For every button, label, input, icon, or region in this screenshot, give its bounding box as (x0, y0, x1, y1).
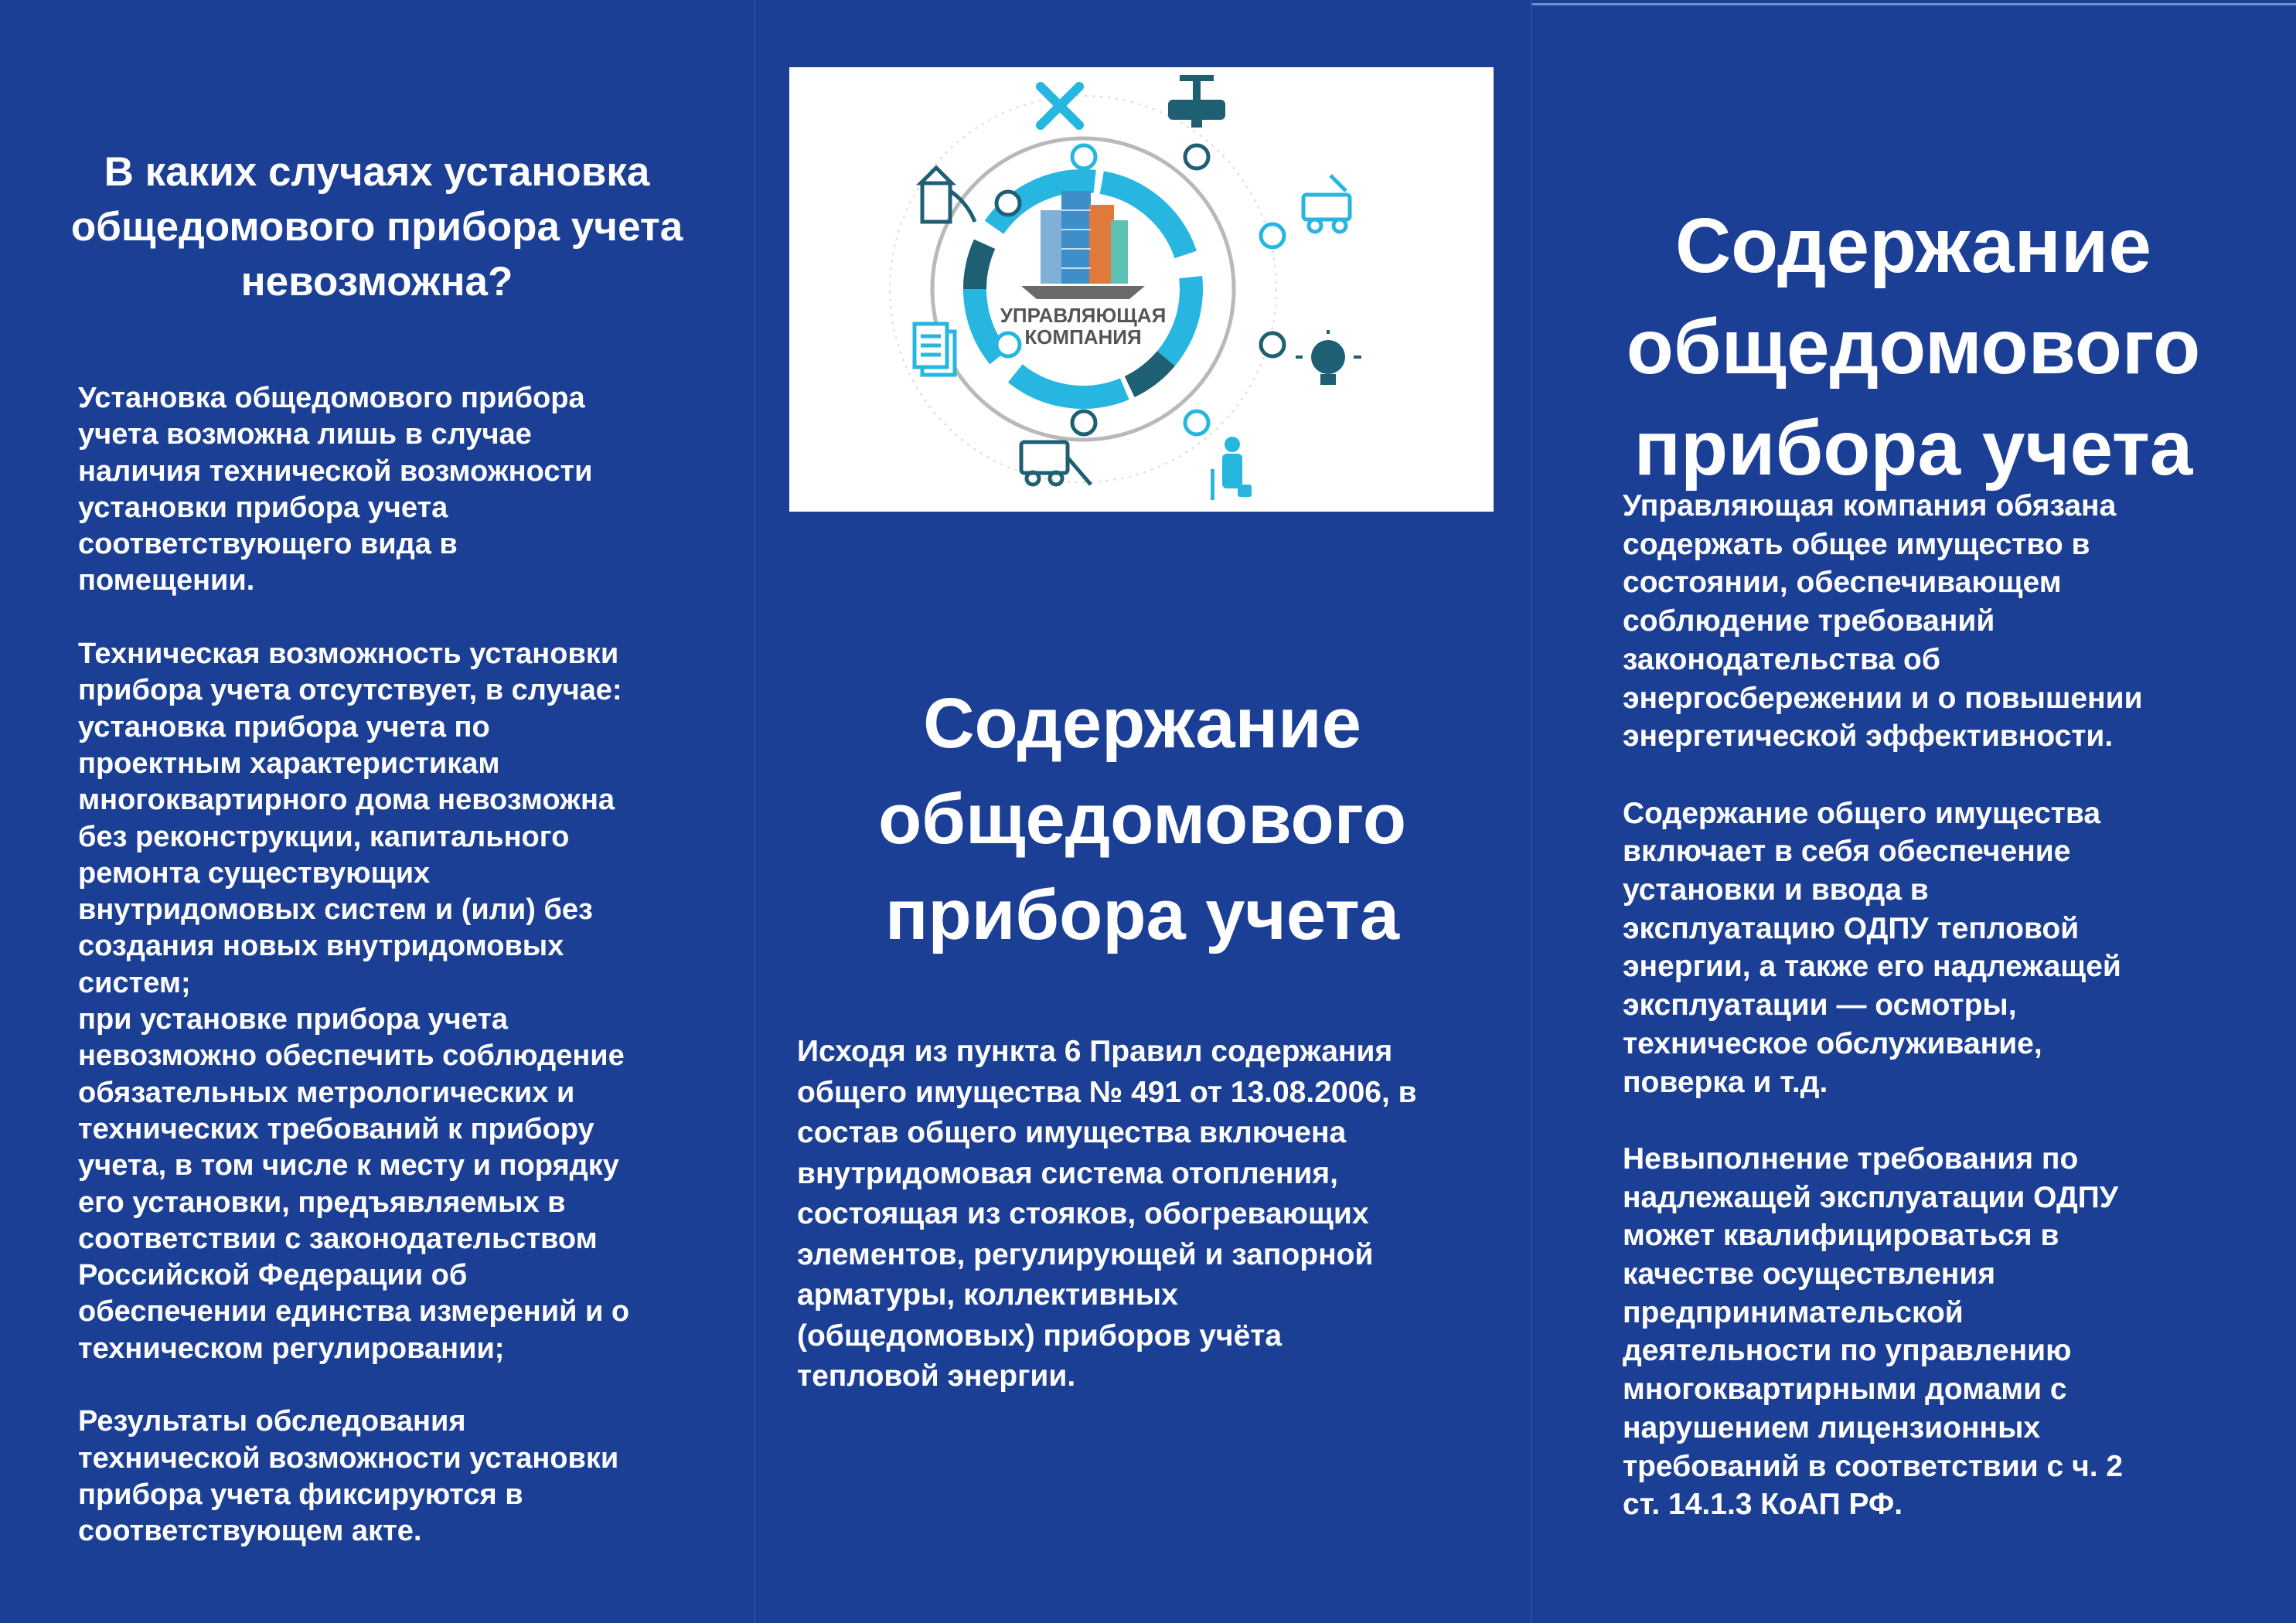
document-icon (915, 324, 955, 375)
middle-panel-title: Содержание общедомового прибора учета (877, 684, 1407, 955)
lightbulb-icon (1296, 330, 1361, 385)
snowplow-icon (1021, 442, 1091, 485)
right-panel-title: Содержание общедомового прибора учета (1626, 202, 2201, 492)
left-panel-body: Установка общедомового прибора учета возможна лишь в случае наличия технической возможности установки прибора учета соответствующего вида в помещении. Техническая возможность установки прибора учета отсутствует, в случае: установка прибора учета по проектным характеристикам многоквартирного дома невозможна без реконструкции, капитального ремонта существующих внутридомовых систем и (или) без создания новых внутридомовых систем; при установке прибора учета невозможно обеспечить соблюдение обязательных метрологических и технических требований к прибору учета, в том числе к месту и порядку его установки, предъявляемых в соответствии с законодательством Российской Федерации об обеспечении единства измерений и о техническом регулировании; Результаты обследования технической возможности установки прибора учета фиксируются в соответствующем акте. (78, 382, 630, 1548)
valve-icon (1168, 75, 1225, 128)
left-panel-title: В каких случаях установка общедомового прибора учета невозможна? (70, 148, 683, 305)
cleaning-truck-icon (1303, 175, 1350, 232)
svg-text:КОМПАНИЯ: КОМПАНИЯ (1024, 325, 1142, 349)
management-company-illustration (789, 67, 1494, 512)
tools-icon (1041, 87, 1079, 125)
cleaner-icon (1211, 437, 1252, 500)
right-panel-body: Управляющая компания обязана содержать общее имущество в состоянии, обеспечивающем соблюдение требований законодательства об энергосбережении и о повышении энергетической эффективности. Содержание общего имущества включает в себя обеспечение установки и ввода в эксплуатацию ОДПУ тепловой энергии, а также его надлежащей эксплуатации — осмотры, техническое обслуживание, поверка и т.д. Невыполнение требования по надлежащей эксплуатации ОДПУ может квалифицироваться в качестве осуществления предпринимательской деятельности по управлению многоквартирными домами с нарушением лицензионных требований в соответствии с ч. 2 ст. 14.1.3 КоАП РФ. (1623, 489, 2143, 1522)
svg-text:УПРАВЛЯЮЩАЯ: УПРАВЛЯЮЩАЯ (1000, 304, 1167, 327)
middle-panel-body: Исходя из пункта 6 Правил содержания общего имущества № 491 от 13.08.2006, в состав общего имущества включена внутридомовая система отопления, состоящая из стояков, обогревающих элементов, регулирующей и запорной арматуры, коллективных (общедомовых) приборов учёта тепловой энергии. (797, 1035, 1417, 1393)
